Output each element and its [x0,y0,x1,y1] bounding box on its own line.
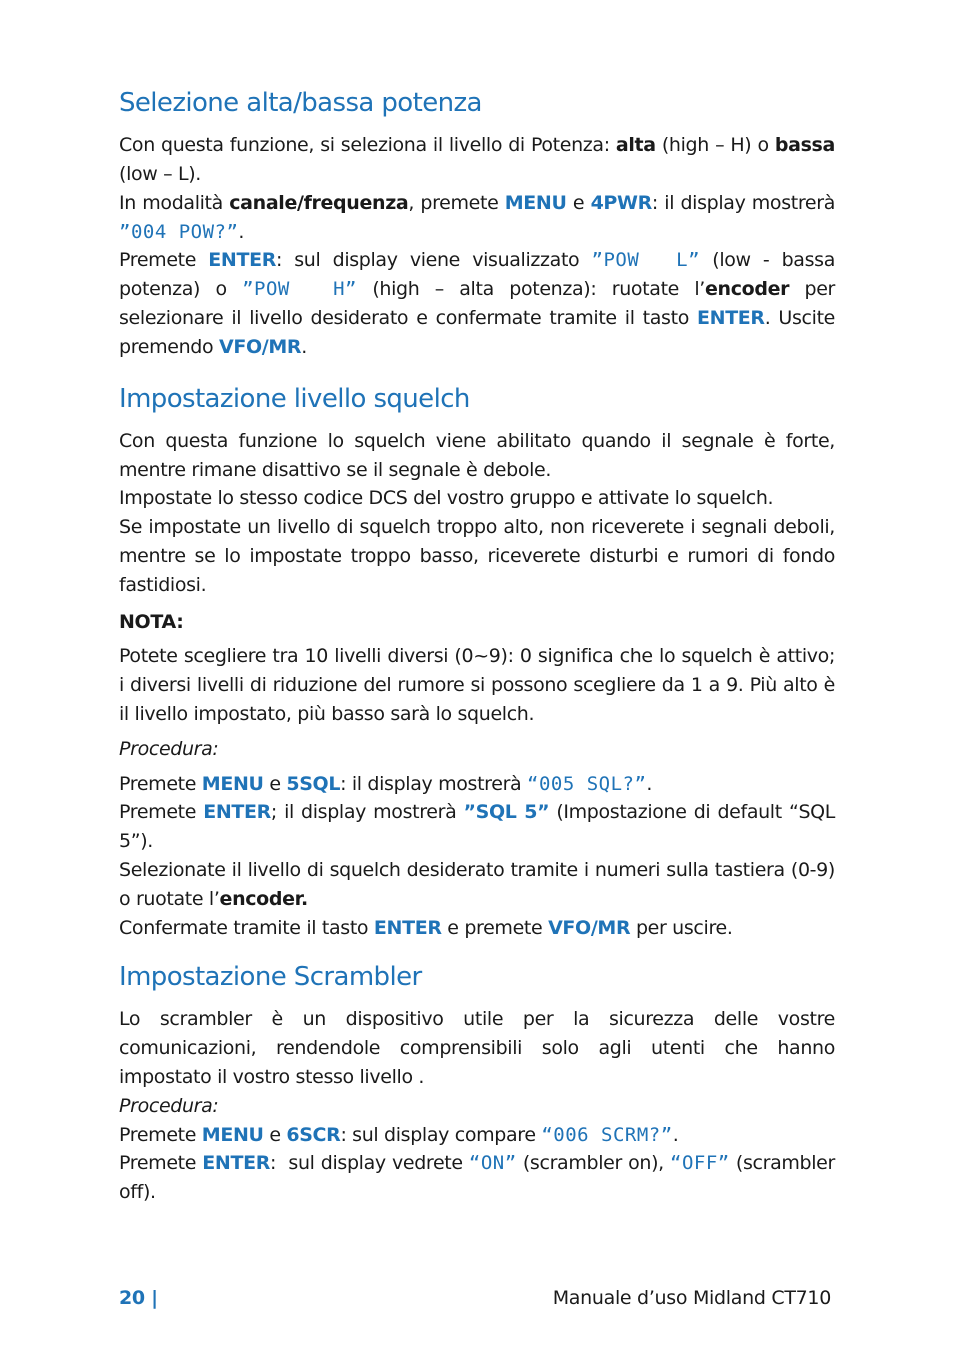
lcd-text: ”004 POW?” [119,220,239,243]
scrambler-step-1: Premete MENU e 6SCR: sul display compare “006 SCRM?”. [119,1123,679,1146]
power-intro-paragraph: Con questa funzione, si seleziona il livello di Potenza: alta (high – H) o bassa (low – L). [119,134,835,185]
squelch-intro-paragraph: Con questa funzione lo squelch viene abilitato quando il segnale è forte, mentre rimane disattivo se il segnale è debole. [119,429,835,481]
lcd-text: “ON” [468,1152,517,1175]
enter-key: ENTER [697,306,765,329]
pwr-key: 4PWR [590,191,652,214]
enter-key: ENTER [203,801,271,824]
page-footer [119,1284,831,1312]
note-paragraph: Potete scegliere tra 10 livelli diversi (0~9): 0 significa che lo squelch è attivo; i diversi livelli di riduzione del rumore si possono scegliere da 1 a 9. Più alto è il livello impostato, più basso sarà lo squelch. [119,645,835,725]
section-title-squelch: Impostazione livello squelch [119,383,470,414]
manual-title: Manuale d’uso Midland CT710 [552,1287,831,1309]
vfo-key: VFO/MR [218,335,302,358]
enter-key: ENTER [202,1152,270,1175]
squelch-level-paragraph: Se impostate un livello di squelch troppo alto, non riceverete i segnali deboli, mentre se lo impostate troppo basso, riceverete disturbi e rumori di fondo fastidiosi. [119,516,835,596]
page-content [119,88,835,1207]
vfo-key: VFO/MR [548,916,631,939]
power-mode-paragraph: In modalità canale/frequenza, premete MENU e 4PWR: il display mostrerà ”004 POW?”. [119,191,835,243]
squelch-step-4: Confermate tramite il tasto ENTER e premete VFO/MR per uscire. [119,916,733,939]
sql-default-text: ”SQL 5” [463,801,550,824]
lcd-text: “OFF” [670,1152,730,1175]
menu-key: MENU [504,191,567,214]
enter-key: ENTER [208,249,276,272]
scrambler-step-2: Premete ENTER: sul display vedrete “ON” (scrambler on), “OFF” (scrambler off). [119,1152,835,1204]
scr-key: 6SCR [286,1123,341,1146]
squelch-step-2: Premete ENTER; il display mostrerà ”SQL 5” (Impostazione di default “SQL 5”). [119,801,835,853]
lcd-text: “006 SCRM?” [541,1123,673,1146]
note-label: NOTA: [119,610,184,633]
squelch-dcs-paragraph: Impostate lo stesso codice DCS del vostro gruppo e attivate lo squelch. [119,487,774,510]
page-number: 20 | [119,1287,158,1309]
sql-key: 5SQL [286,772,341,795]
menu-key: MENU [201,1123,264,1146]
procedure-label: Procedura: [119,737,219,760]
lcd-text: “005 SQL?” [527,772,647,795]
squelch-step-3: Selezionate il livello di squelch desiderato tramite i numeri sulla tastiera (0-9) o ruotate l’encoder. [119,858,835,910]
scrambler-intro-paragraph: Lo scrambler è un dispositivo utile per la sicurezza delle vostre comunicazioni, rendendole comprensibili solo agli utenti che hanno impostato il vostro stesso livello . [119,1008,835,1089]
enter-key: ENTER [373,916,442,939]
squelch-step-1: Premete MENU e 5SQL: il display mostrerà “005 SQL?”. [119,772,653,795]
procedure-label: Procedura: [119,1094,219,1117]
power-enter-paragraph: Premete ENTER: sul display viene visualizzato ”POW L” (low - bassa potenza) o ”POW H” (high – alta potenza): ruotate l’encoder per selezionare il livello desiderato e confermate tramite il tasto ENTER. Uscite premendo VFO/MR. [119,249,836,358]
lcd-text: ”POW L” [591,249,701,272]
lcd-text: ”POW H” [242,278,357,301]
section-title-power: Selezione alta/bassa potenza [119,88,482,118]
section-title-scrambler: Impostazione Scrambler [119,962,422,993]
menu-key: MENU [201,772,264,795]
